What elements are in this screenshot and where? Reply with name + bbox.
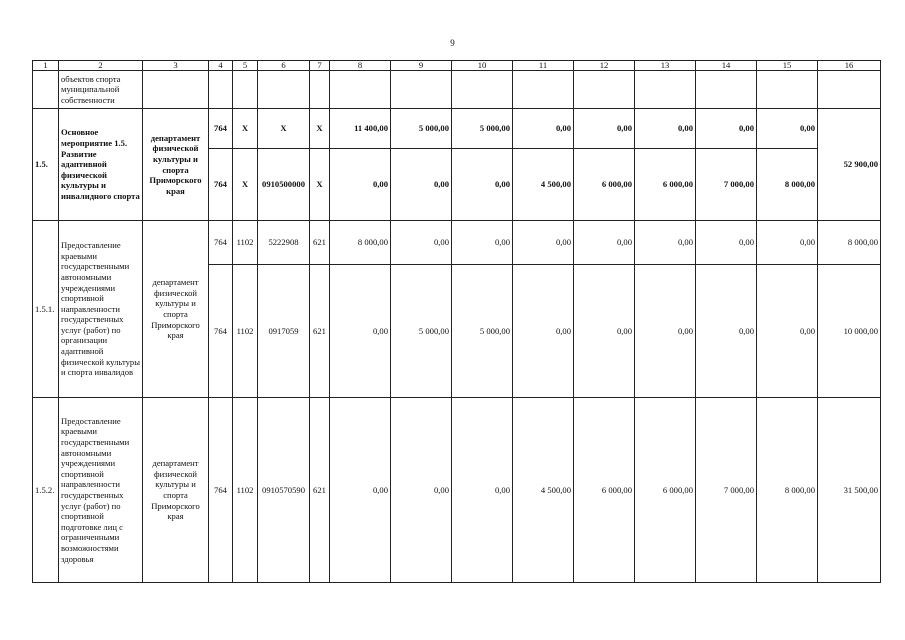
header-cell: 3 — [143, 61, 209, 71]
header-cell: 11 — [513, 61, 574, 71]
amount-cell: 0,00 — [757, 265, 818, 398]
header-cell: 12 — [574, 61, 635, 71]
target-article: X — [258, 109, 310, 149]
table-row — [33, 71, 881, 109]
header-cell: 1 — [33, 61, 59, 71]
section-code: 1102 — [233, 398, 258, 583]
header-cell: 15 — [757, 61, 818, 71]
amount-cell: 11 400,00 — [330, 109, 391, 149]
amount-cell: 0,00 — [574, 221, 635, 265]
amount-cell: 0,00 — [513, 265, 574, 398]
amount-cell: 0,00 — [635, 221, 696, 265]
table-row — [33, 109, 881, 149]
total-cell: 10 000,00 — [818, 265, 881, 398]
header-cell: 9 — [391, 61, 452, 71]
amount-cell: 0,00 — [452, 149, 513, 221]
amount-cell: 0,00 — [391, 149, 452, 221]
expense-type: 621 — [310, 265, 330, 398]
amount-cell: 0,00 — [391, 221, 452, 265]
target-article: 5222908 — [258, 221, 310, 265]
amount-cell: 0,00 — [330, 398, 391, 583]
amount-cell: 8 000,00 — [330, 221, 391, 265]
amount-cell: 5 000,00 — [452, 109, 513, 149]
amount-cell: 5 000,00 — [391, 265, 452, 398]
amount-cell: 5 000,00 — [391, 109, 452, 149]
header-cell: 5 — [233, 61, 258, 71]
section-code: X — [233, 109, 258, 149]
row-index: 1.5. — [33, 109, 59, 221]
row-index: 1.5.1. — [33, 221, 59, 398]
amount-cell: 0,00 — [696, 109, 757, 149]
target-article: 0917059 — [258, 265, 310, 398]
header-cell: 10 — [452, 61, 513, 71]
header-cell: 2 — [59, 61, 143, 71]
section-code: X — [233, 149, 258, 221]
expense-type: 621 — [310, 398, 330, 583]
header-cell: 8 — [330, 61, 391, 71]
amount-cell: 4 500,00 — [513, 398, 574, 583]
amount-cell: 0,00 — [452, 221, 513, 265]
section-code: 1102 — [233, 265, 258, 398]
total-cell: 31 500,00 — [818, 398, 881, 583]
measure-name: Предоставление краевыми государственными автономными учреждениями спортивной направленности государственных услуг (работ) по спортивной подготовке лиц с ограниченными возможностями здоровья — [59, 398, 143, 583]
table-row — [33, 398, 881, 583]
amount-cell: 6 000,00 — [635, 398, 696, 583]
department-cell: департамент физической культуры и спорта Приморского края — [143, 221, 209, 398]
budget-table — [32, 60, 881, 583]
measure-name: объектов спорта муниципальной собственности — [59, 71, 143, 109]
header-cell: 4 — [209, 61, 233, 71]
page-number: 9 — [450, 38, 455, 48]
header-row — [33, 61, 881, 71]
header-cell: 14 — [696, 61, 757, 71]
header-cell: 16 — [818, 61, 881, 71]
amount-cell: 4 500,00 — [513, 149, 574, 221]
expense-type: X — [310, 109, 330, 149]
measure-name: Предоставление краевыми государственными автономными учреждениями спортивной направленности государственных услуг (работ) по организации адаптивной физической культуры и спорта инвалидов — [59, 221, 143, 398]
amount-cell: 8 000,00 — [757, 398, 818, 583]
amount-cell: 6 000,00 — [574, 149, 635, 221]
amount-cell: 0,00 — [696, 265, 757, 398]
grbs-code: 764 — [209, 109, 233, 149]
department-cell: департамент физической культуры и спорта Приморского края — [143, 398, 209, 583]
section-code: 1102 — [233, 221, 258, 265]
amount-cell: 0,00 — [574, 109, 635, 149]
amount-cell: 7 000,00 — [696, 149, 757, 221]
amount-cell: 0,00 — [330, 149, 391, 221]
amount-cell: 0,00 — [574, 265, 635, 398]
amount-cell: 6 000,00 — [574, 398, 635, 583]
amount-cell: 8 000,00 — [757, 149, 818, 221]
amount-cell: 5 000,00 — [452, 265, 513, 398]
header-cell: 7 — [310, 61, 330, 71]
amount-cell: 0,00 — [391, 398, 452, 583]
row-index: 1.5.2. — [33, 398, 59, 583]
department-cell: департамент физической культуры и спорта Приморского края — [143, 109, 209, 221]
amount-cell: 0,00 — [330, 265, 391, 398]
total-cell: 52 900,00 — [818, 109, 881, 221]
grbs-code: 764 — [209, 265, 233, 398]
amount-cell: 0,00 — [635, 265, 696, 398]
amount-cell: 0,00 — [696, 221, 757, 265]
amount-cell: 0,00 — [452, 398, 513, 583]
amount-cell: 0,00 — [513, 221, 574, 265]
total-cell: 8 000,00 — [818, 221, 881, 265]
amount-cell: 0,00 — [757, 109, 818, 149]
amount-cell: 6 000,00 — [635, 149, 696, 221]
target-article: 0910500000 — [258, 149, 310, 221]
amount-cell: 0,00 — [513, 109, 574, 149]
target-article: 0910570590 — [258, 398, 310, 583]
grbs-code: 764 — [209, 149, 233, 221]
expense-type: 621 — [310, 221, 330, 265]
amount-cell: 7 000,00 — [696, 398, 757, 583]
grbs-code: 764 — [209, 221, 233, 265]
header-cell: 6 — [258, 61, 310, 71]
header-cell: 13 — [635, 61, 696, 71]
table-row — [33, 221, 881, 265]
grbs-code: 764 — [209, 398, 233, 583]
amount-cell: 0,00 — [757, 221, 818, 265]
expense-type: X — [310, 149, 330, 221]
measure-name: Основное мероприятие 1.5. Развитие адаптивной физической культуры и инвалидного спорта — [59, 109, 143, 221]
amount-cell: 0,00 — [635, 109, 696, 149]
